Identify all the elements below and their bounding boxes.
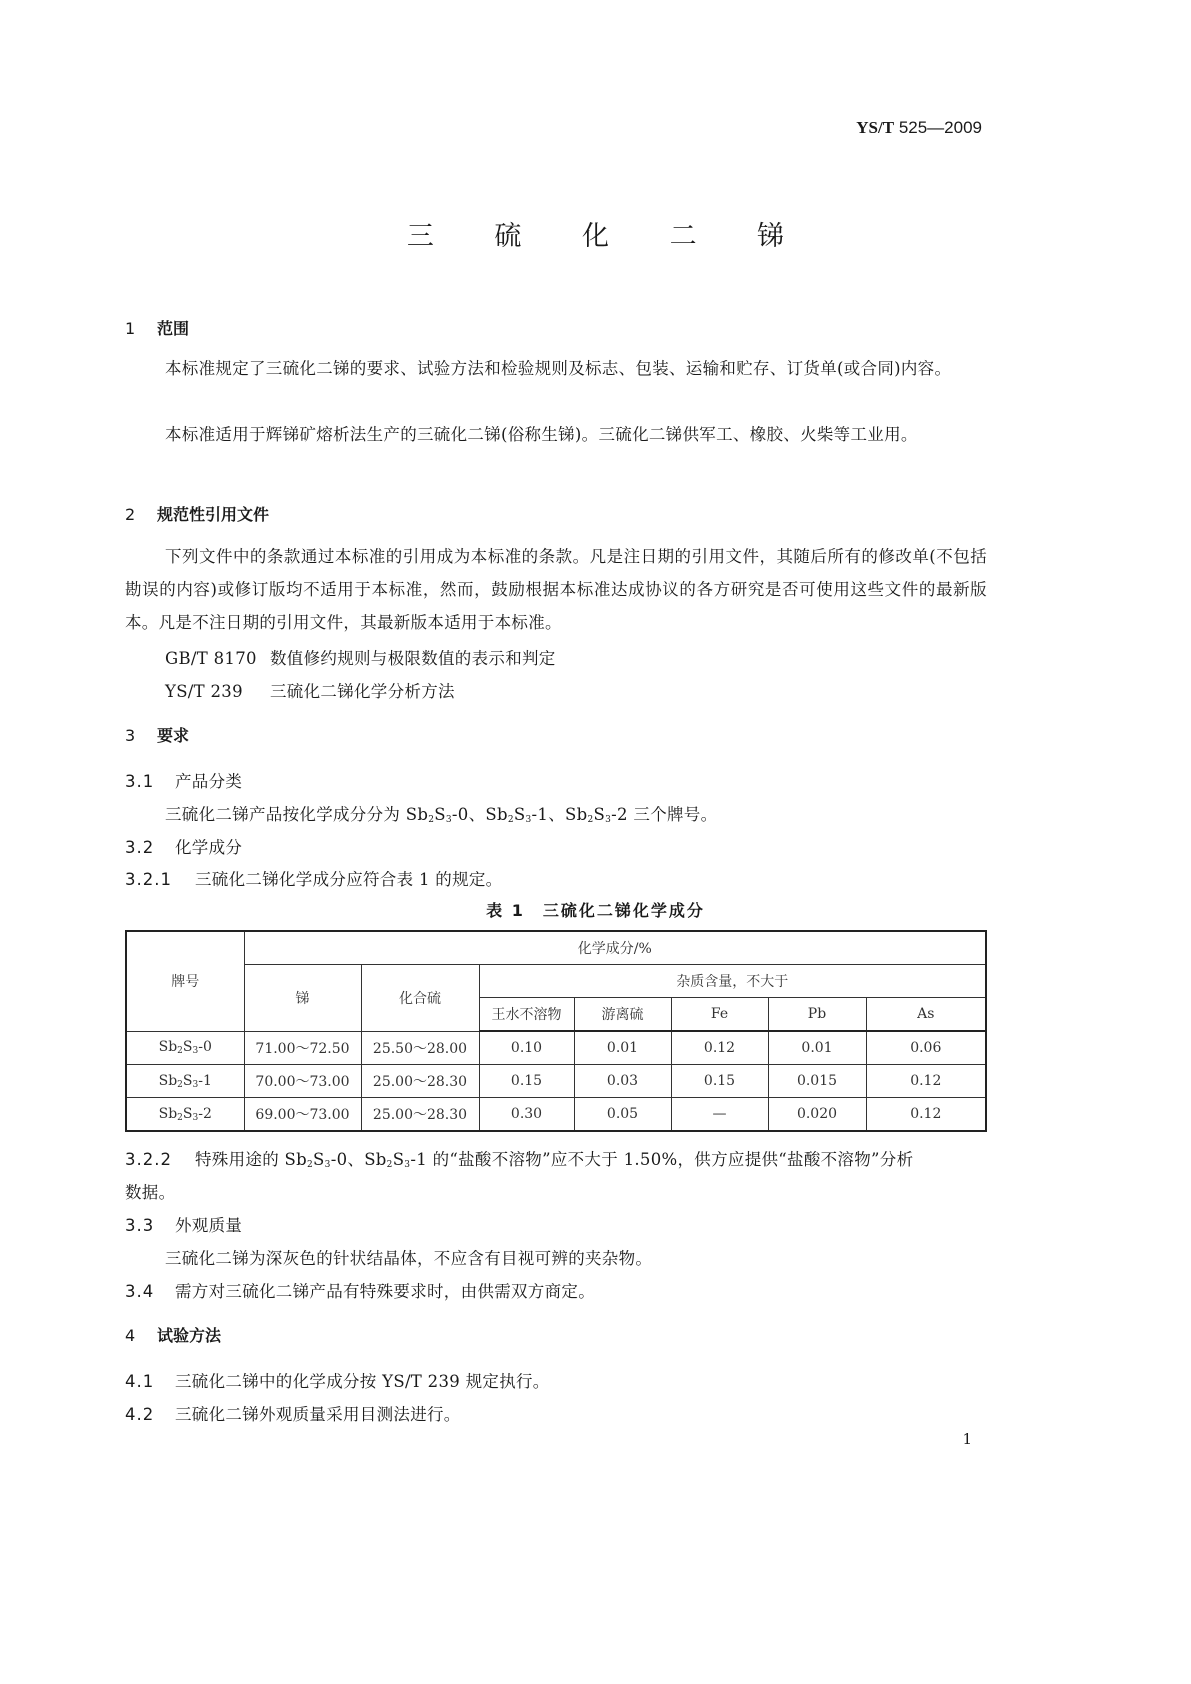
reference-item: [165, 678, 455, 702]
reference-code: YS/T 239: [165, 682, 243, 701]
reference-title: 数值修约规则与极限数值的表示和判定: [270, 649, 556, 668]
grade-formula: $Sb_2S_3-0$: [405, 805, 469, 825]
section-number: 3.2.1: [125, 870, 172, 889]
pb-cell: 0.020: [768, 1098, 866, 1132]
section-3-2-1: [125, 866, 503, 890]
section-number: 4.1: [125, 1372, 155, 1391]
pb-cell: 0.01: [768, 1031, 866, 1065]
section-number: 3.2: [125, 838, 155, 857]
section-number: 1: [125, 319, 136, 338]
section-3-4: [125, 1278, 595, 1302]
section-title: 范围: [157, 319, 190, 338]
sb-cell: 71.00～72.50: [244, 1031, 361, 1065]
as-cell: 0.12: [866, 1098, 986, 1132]
free-s-cell: 0.05: [574, 1098, 671, 1132]
section-3-3-heading: [125, 1212, 242, 1236]
chemical-composition-table: [125, 930, 987, 1132]
section-2-para: 下列文件中的条款通过本标准的引用成为本标准的条款。凡是注日期的引用文件，其随后所有的修改单(不包括勘误的内容)或修订版均不适用于本标准，然而，鼓励根据本标准达成协议的各方研究是否可使用这些文件的最新版本。凡是不注日期的引用文件，其最新版本适用于本标准。: [125, 547, 987, 632]
section-2-heading: [125, 502, 269, 525]
section-number: 2: [125, 505, 136, 524]
grade-formula: $Sb_2S_3-1$: [485, 805, 549, 825]
reference-code: GB/T 8170: [165, 649, 257, 668]
insoluble-cell: 0.30: [479, 1098, 574, 1132]
grade-cell: $Sb_2S_3-1$: [126, 1065, 244, 1098]
sb-cell: 69.00～73.00: [244, 1098, 361, 1132]
section-title: 化学成分: [175, 838, 243, 857]
header-aqua-regia-insoluble: 王水不溶物: [479, 998, 574, 1032]
section-title: 试验方法: [157, 1326, 222, 1345]
standard-prefix: YS/T: [856, 118, 895, 137]
section-4-2: [125, 1401, 461, 1425]
text: 需方对三硫化二锑产品有特殊要求时，由供需双方商定。: [175, 1282, 595, 1301]
section-number: 4: [125, 1326, 136, 1345]
free-s-cell: 0.01: [574, 1031, 671, 1065]
section-3-2-2: 3.2.2 特殊用途的 $Sb_2S_3-0$、$Sb_2S_3-1$ 的“盐酸不溶物”应不大于 1.50%，供方应提供“盐酸不溶物”分析: [125, 1150, 914, 1170]
table-caption: 表 1 三硫化二锑化学成分: [486, 901, 705, 920]
grade-formula: $Sb_2S_3-2$: [565, 805, 628, 825]
combined-s-cell: 25.00～28.30: [361, 1098, 479, 1132]
as-cell: 0.12: [866, 1065, 986, 1098]
section-number: 3.2.2: [125, 1150, 172, 1169]
standard-number: 525—2009: [898, 118, 982, 137]
header-free-s: 游离硫: [574, 998, 671, 1032]
standard-code: [856, 118, 982, 138]
section-3-heading: [125, 723, 189, 746]
header-combined-s: 化合硫: [361, 965, 479, 1032]
text: 的“盐酸不溶物”应不大于 1.50%，供方应提供“盐酸不溶物”分析: [432, 1150, 914, 1169]
page-number: 1: [962, 1430, 972, 1448]
section-number: 3: [125, 726, 136, 745]
fe-cell: 0.15: [671, 1065, 768, 1098]
section-3-2-heading: [125, 834, 242, 858]
section-number: 3.4: [125, 1282, 155, 1301]
table-row: [126, 1098, 986, 1132]
table-row: [126, 1031, 986, 1065]
text: 三硫化二锑产品按化学成分分为: [165, 805, 406, 824]
section-3-1-text: 三硫化二锑产品按化学成分分为 $Sb_2S_3-0$、$Sb_2S_3-1$、$Sb_2S_3-2$ 三个牌号。: [165, 805, 718, 825]
as-cell: 0.06: [866, 1031, 986, 1065]
table-row: [126, 1065, 986, 1098]
document-title: 三 硫 化 二 锑: [406, 221, 811, 252]
section-3-2-2-cont: 数据。: [125, 1183, 176, 1202]
grade-formula: $Sb_2S_3-0$: [284, 1150, 348, 1170]
section-number: 4.2: [125, 1405, 155, 1424]
header-grade: 牌号: [126, 931, 244, 1031]
fe-cell: 0.12: [671, 1031, 768, 1065]
section-title: 产品分类: [175, 772, 243, 791]
section-3-1-heading: [125, 768, 242, 792]
section-4-heading: [125, 1323, 221, 1346]
section-number: 3.1: [125, 772, 155, 791]
reference-title: 三硫化二锑化学分析方法: [270, 682, 455, 701]
header-as: As: [866, 998, 986, 1032]
header-impurity: 杂质含量，不大于: [479, 965, 986, 998]
text: 三硫化二锑化学成分应符合表 1 的规定。: [195, 870, 503, 889]
grade-formula: $Sb_2S_3-1$: [364, 1150, 428, 1170]
text: 三个牌号。: [627, 805, 718, 824]
grade-cell: $Sb_2S_3-0$: [126, 1031, 244, 1065]
combined-s-cell: 25.00～28.30: [361, 1065, 479, 1098]
section-4-1: [125, 1368, 550, 1392]
pb-cell: 0.015: [768, 1065, 866, 1098]
grade-cell: $Sb_2S_3-2$: [126, 1098, 244, 1132]
section-title: 规范性引用文件: [157, 505, 270, 524]
section-3-3-text: 三硫化二锑为深灰色的针状结晶体，不应含有目视可辨的夹杂物。: [165, 1249, 653, 1268]
header-sb: 锑: [244, 965, 361, 1032]
header-pb: Pb: [768, 998, 866, 1032]
section-title: 外观质量: [175, 1216, 243, 1235]
text: 三硫化二锑中的化学成分按 YS/T 239 规定执行。: [175, 1372, 550, 1391]
insoluble-cell: 0.10: [479, 1031, 574, 1065]
section-1-para-2: 本标准适用于辉锑矿熔析法生产的三硫化二锑(俗称生锑)。三硫化二锑供军工、橡胶、火柴等工业用。: [165, 425, 918, 444]
fe-cell: —: [671, 1098, 768, 1132]
section-1-para-1: 本标准规定了三硫化二锑的要求、试验方法和检验规则及标志、包装、运输和贮存、订货单(或合同)内容。: [165, 359, 952, 378]
section-title: 要求: [157, 726, 190, 745]
header-fe: Fe: [671, 998, 768, 1032]
text: 特殊用途的: [195, 1150, 285, 1169]
combined-s-cell: 25.50～28.00: [361, 1031, 479, 1065]
section-number: 3.3: [125, 1216, 155, 1235]
text: 三硫化二锑外观质量采用目测法进行。: [175, 1405, 461, 1424]
free-s-cell: 0.03: [574, 1065, 671, 1098]
sb-cell: 70.00～73.00: [244, 1065, 361, 1098]
insoluble-cell: 0.15: [479, 1065, 574, 1098]
header-composition: 化学成分/%: [244, 931, 986, 965]
reference-item: [165, 645, 556, 669]
section-1-heading: [125, 316, 189, 339]
